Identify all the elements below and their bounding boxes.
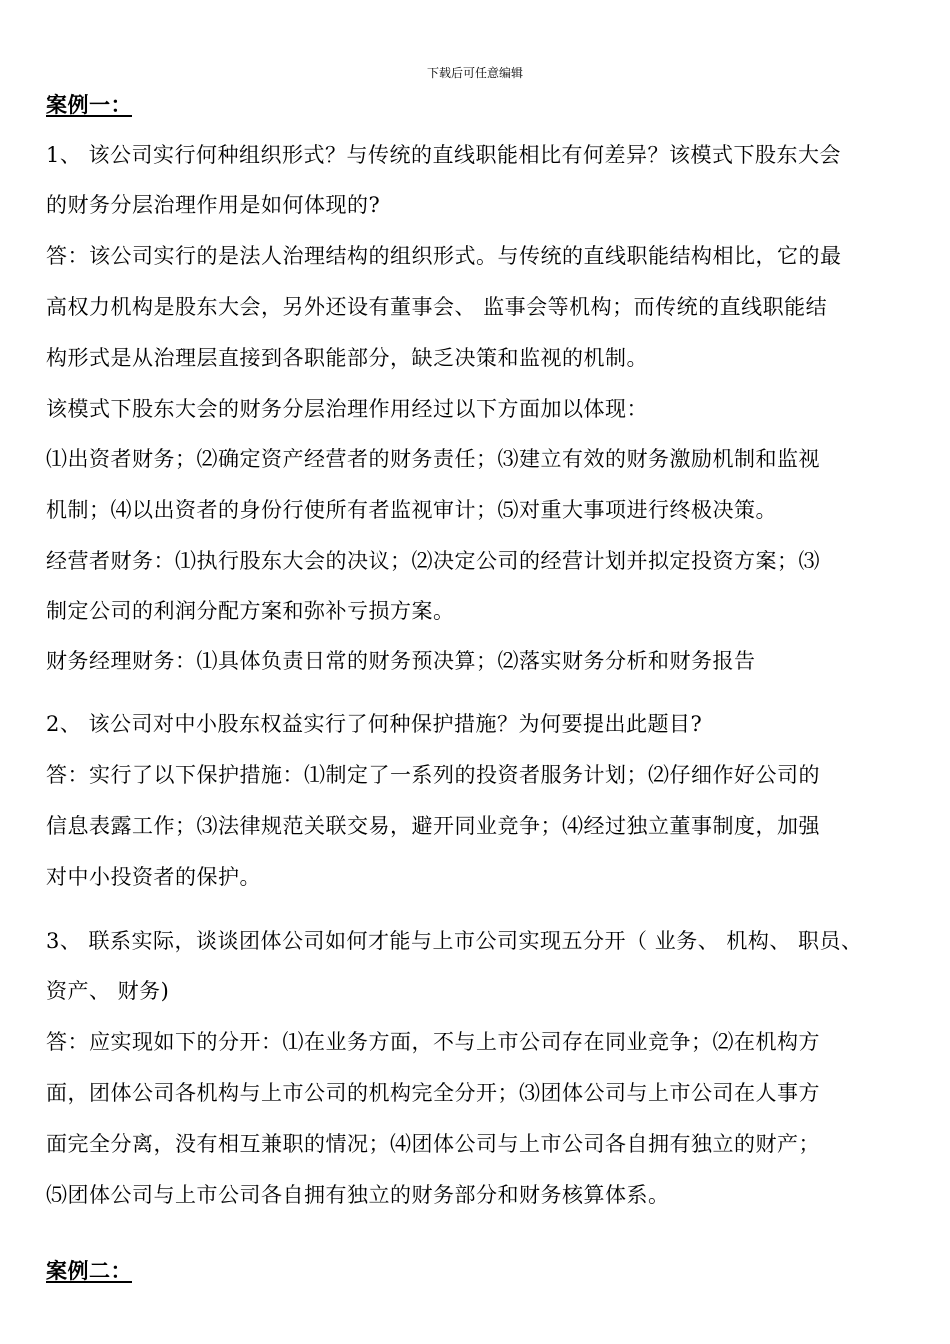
answer-3-line-3: 面完全分离，没有相互兼职的情况；⑷团体公司与上市公司各自拥有独立的财产； (46, 1132, 820, 1156)
question-1-line-1: 1、 该公司实行何种组织形式？与传统的直线职能相比有何差异？该模式下股东大会 (46, 143, 842, 167)
answer-2-line-2: 信息表露工作；⑶法律规范关联交易，避开同业竞争；⑷经过独立董事制度，加强 (46, 814, 820, 838)
case-two-heading: 案例二： (46, 1258, 132, 1283)
answer-3-line-1: 答：应实现如下的分开：⑴在业务方面，不与上市公司存在同业竞争；⑵在机构方 (46, 1030, 820, 1054)
answer-1-line-5: ⑴出资者财务；⑵确定资产经营者的财务责任；⑶建立有效的财务激励机制和监视 (46, 447, 820, 471)
question-2-line: 2、 该公司对中小股东权益实行了何种保护措施？为何要提出此题目? (46, 712, 703, 736)
answer-1-line-1: 答：该公司实行的是法人治理结构的组织形式。与传统的直线职能结构相比，它的最 (46, 244, 842, 268)
answer-1-line-7: 经营者财务：⑴执行股东大会的决议；⑵决定公司的经营计划并拟定投资方案；⑶ (46, 549, 820, 573)
answer-1-line-4: 该模式下股东大会的财务分层治理作用经过以下方面加以体现： (46, 397, 648, 421)
answer-1-line-6: 机制；⑷以出资者的身份行使所有者监视审计；⑸对重大事项进行终极决策。 (46, 498, 777, 522)
answer-2-line-3: 对中小投资者的保护。 (46, 865, 261, 889)
question-3-line-2: 资产、 财务) (46, 979, 170, 1003)
answer-3-line-4: ⑸团体公司与上市公司各自拥有独立的财务部分和财务核算体系。 (46, 1183, 670, 1207)
case-one-heading: 案例一： (46, 92, 132, 117)
answer-3-line-2: 面，团体公司各机构与上市公司的机构完全分开；⑶团体公司与上市公司在人事方 (46, 1081, 820, 1105)
answer-1-line-9: 财务经理财务：⑴具体负责日常的财务预决算；⑵落实财务分析和财务报告 (46, 649, 756, 673)
page-header-note: 下载后可任意编辑 (426, 66, 523, 80)
answer-1-line-2: 高权力机构是股东大会，另外还设有董事会、 监事会等机构；而传统的直线职能结 (46, 295, 828, 319)
question-1-line-2: 的财务分层治理作用是如何体现的? (46, 193, 381, 217)
answer-1-line-3: 构形式是从治理层直接到各职能部分，缺乏决策和监视的机制。 (46, 346, 648, 370)
question-3-line-1: 3、 联系实际，谈谈团体公司如何才能与上市公司实现五分开（ 业务、 机构、 职员、 (46, 929, 863, 953)
answer-1-line-8: 制定公司的利润分配方案和弥补亏损方案。 (46, 599, 455, 623)
answer-2-line-1: 答：实行了以下保护措施：⑴制定了一系列的投资者服务计划；⑵仔细作好公司的 (46, 763, 820, 787)
